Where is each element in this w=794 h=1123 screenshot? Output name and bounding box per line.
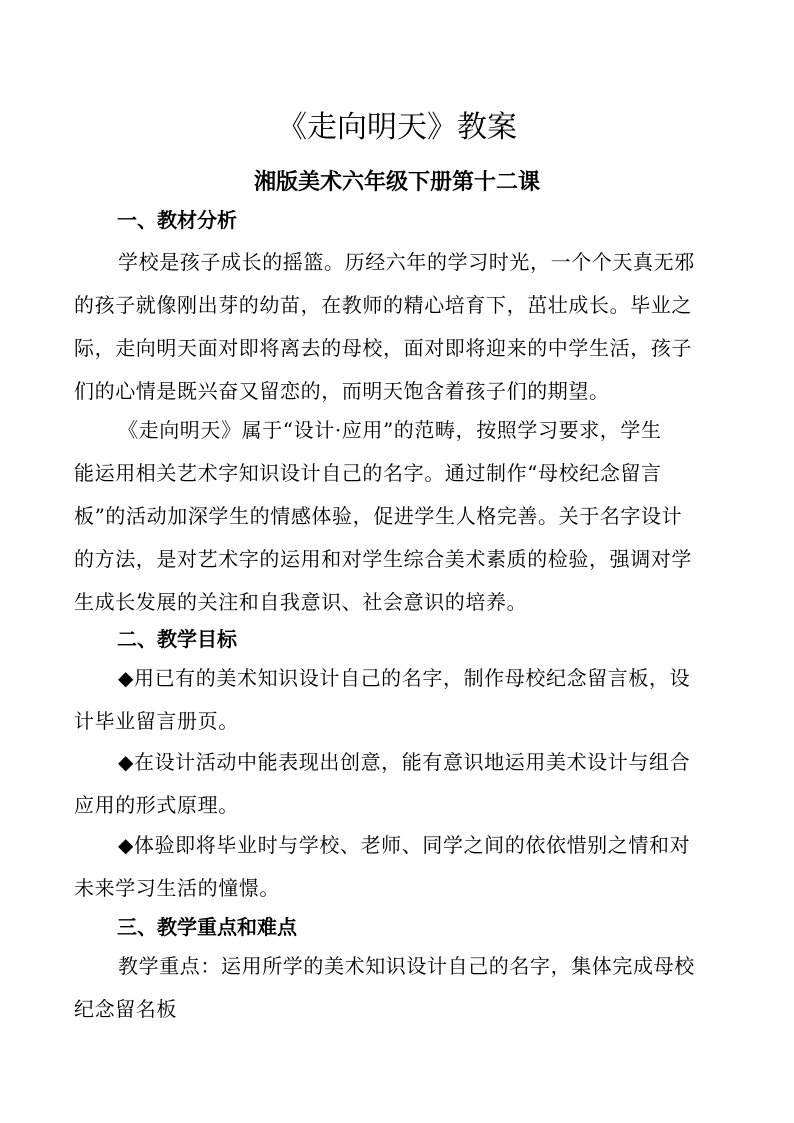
goal-item-2 [74,741,714,827]
paragraph-line: 学校是孩子成长的摇篮。历经六年的学习时光，一个个天真无邪 [118,250,695,274]
paragraph-line: 未来学习生活的憧憬。 [74,876,280,900]
paragraph-line: ◆体验即将毕业时与学校、老师、同学之间的依依惜别之情和对 [118,833,691,857]
goal-item-1 [74,657,714,743]
goal-item-3 [74,824,714,910]
paragraph-line: 板”的活动加深学生的情感体验，促进学生人格完善。关于名字设计 [74,504,683,528]
paragraph-line: 的孩子就像刚出芽的幼苗，在教师的精心培育下，茁壮成长。毕业之 [74,293,692,317]
paragraph-line: 纪念留名板 [74,997,177,1021]
paragraph-line: 能运用相关艺术字知识设计自己的名字。通过制作“母校纪念留言 [74,461,662,485]
paragraph-line: 际，走向明天面对即将离去的母校，面对即将迎来的中学生活，孩子 [74,336,692,360]
document-title: 《走向明天》教案 [277,110,517,145]
paragraph-line: 们的心情是既兴奋又留恋的，而明天饱含着孩子们的期望。 [74,379,610,403]
paragraph-line: 应用的形式原理。 [74,793,239,817]
document-subtitle: 湘版美术六年级下册第十二课 [253,170,540,195]
section-heading-material-analysis: 一、教材分析 [117,208,237,232]
section-heading-key-points: 三、教学重点和难点 [117,915,297,939]
paragraph-line: ◆用已有的美术知识设计自己的名字，制作母校纪念留言板，设 [118,666,691,690]
paragraph-material-analysis-1 [74,241,714,413]
paragraph-line: 《走向明天》属于“设计·应用”的范畴，按照学习要求，学生 [118,418,662,442]
section-heading-teaching-goals: 二、教学目标 [117,627,237,651]
paragraph-key-points [74,945,714,1031]
paragraph-line: 的方法，是对艺术字的运用和对学生综合美术素质的检验，强调对学 [74,547,692,571]
paragraph-line: 计毕业留言册页。 [74,709,239,733]
paragraph-line: ◆在设计活动中能表现出创意，能有意识地运用美术设计与组合 [118,750,691,774]
paragraph-material-analysis-2 [74,409,714,624]
paragraph-line: 生成长发展的关注和自我意识、社会意识的培养。 [74,590,528,614]
paragraph-line: 教学重点：运用所学的美术知识设计自己的名字，集体完成母校 [118,954,695,978]
